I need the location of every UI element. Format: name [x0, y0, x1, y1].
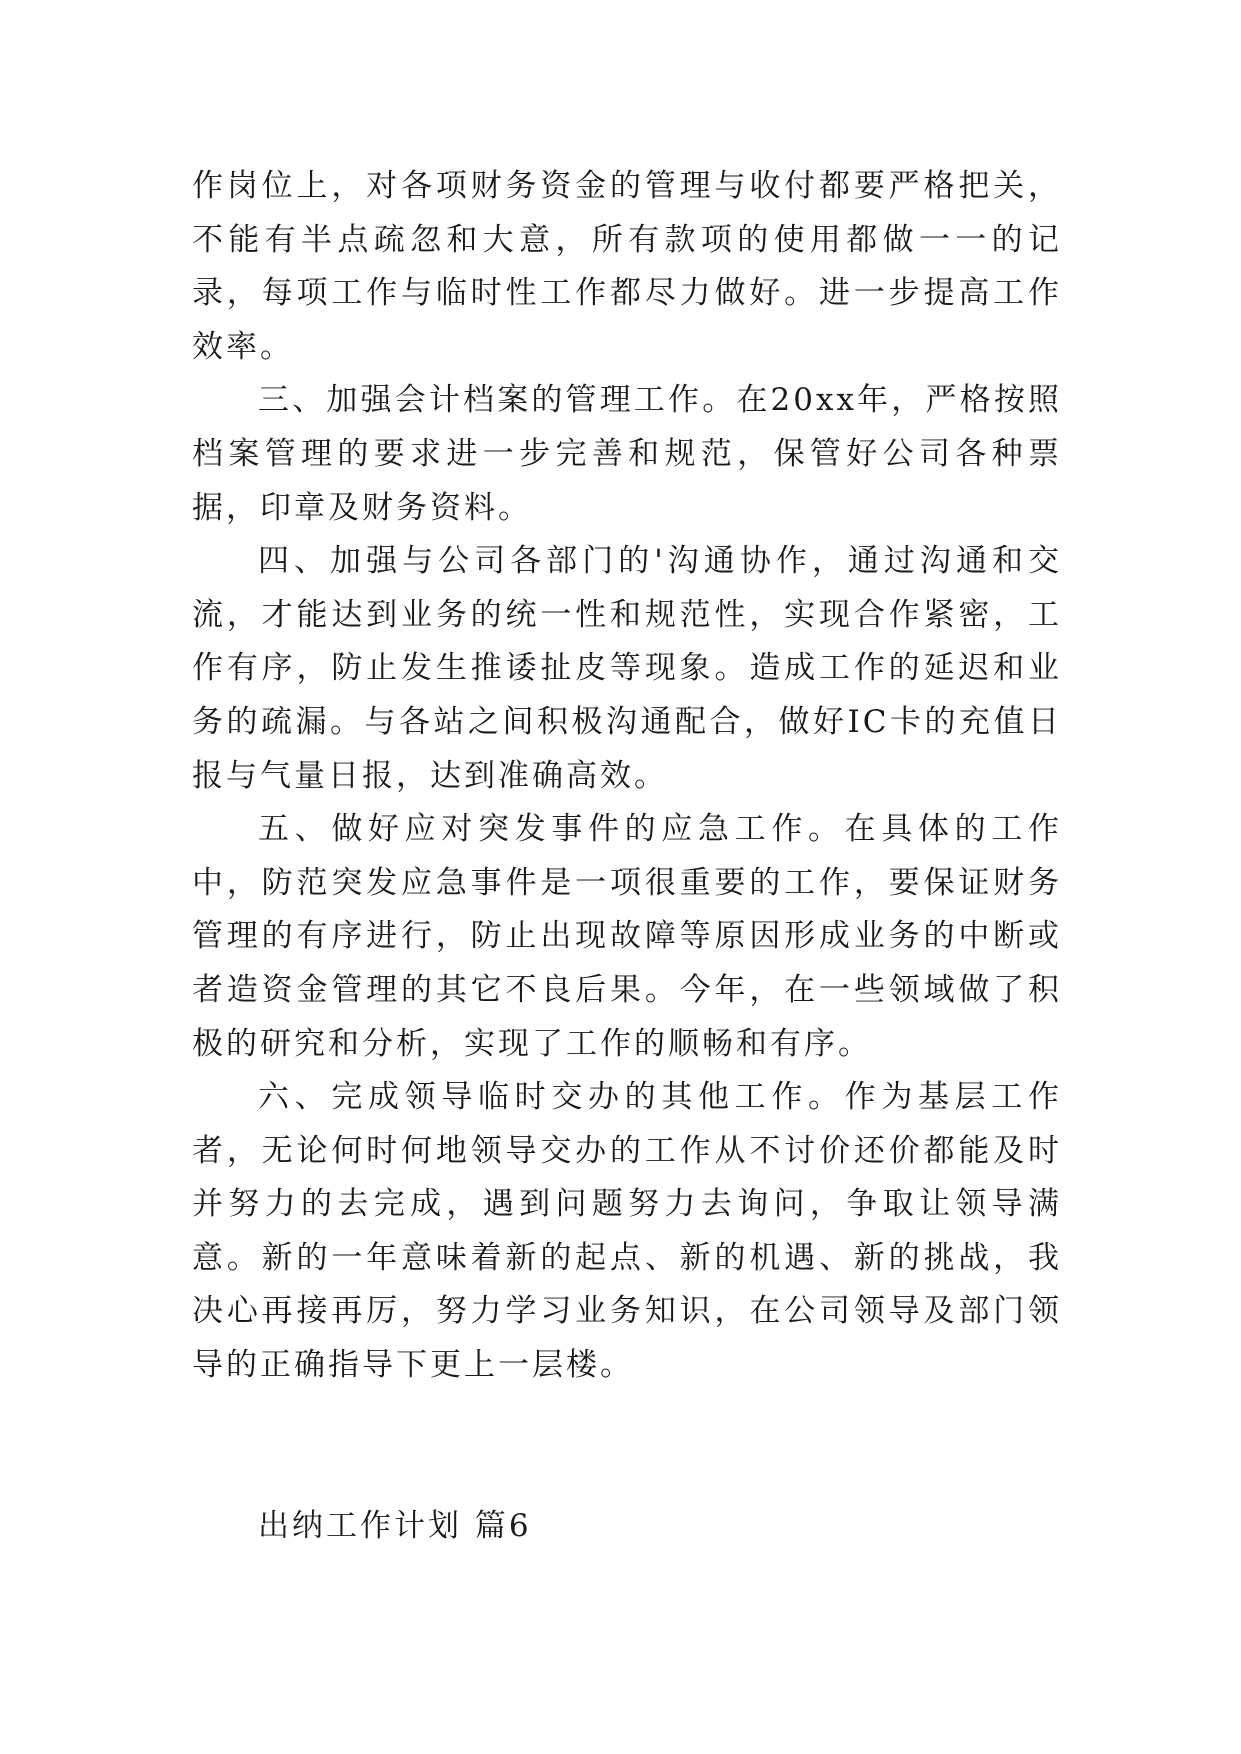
paragraph-item-4: 四、加强与公司各部门的'沟通协作，通过沟通和交流，才能达到业务的统一性和规范性，实现合作紧密，工作有序，防止发生推诿扯皮等现象。造成工作的延迟和业务的疏漏。与各站之间积极沟通配合，做好IC卡的充值日报与气量日报，达到准确高效。 — [192, 543, 1062, 794]
paragraph-item-5: 五、做好应对突发事件的应急工作。在具体的工作中，防范突发应急事件是一项很重要的工作，要保证财务管理的有序进行，防止出现故障等原因形成业务的中断或者造资金管理的其它不良后果。今年，在一些领域做了积极的研究和分析，实现了工作的顺畅和有序。 — [192, 811, 1062, 1062]
section-heading: 出纳工作计划 篇6 — [258, 1508, 532, 1544]
paragraph-item-3: 三、加强会计档案的管理工作。在20xx年，严格按照档案管理的要求进一步完善和规范，保管好公司各种票据，印章及财务资料。 — [192, 382, 1062, 526]
paragraph-item-6: 六、完成领导临时交办的其他工作。作为基层工作者，无论何时何地领导交办的工作从不讨价还价都能及时并努力的去完成，遇到问题努力去询问，争取让领导满意。新的一年意味着新的起点、新的机遇、新的挑战，我决心再接再厉，努力学习业务知识，在公司领导及部门领导的正确指导下更上一层楼。 — [192, 1079, 1062, 1384]
paragraph-continuation: 作岗位上，对各项财务资金的管理与收付都要严格把关，不能有半点疏忽和大意，所有款项的使用都做一一的记录，每项工作与临时性工作都尽力做好。进一步提高工作效率。 — [192, 168, 1062, 365]
document-body — [192, 160, 1062, 1393]
